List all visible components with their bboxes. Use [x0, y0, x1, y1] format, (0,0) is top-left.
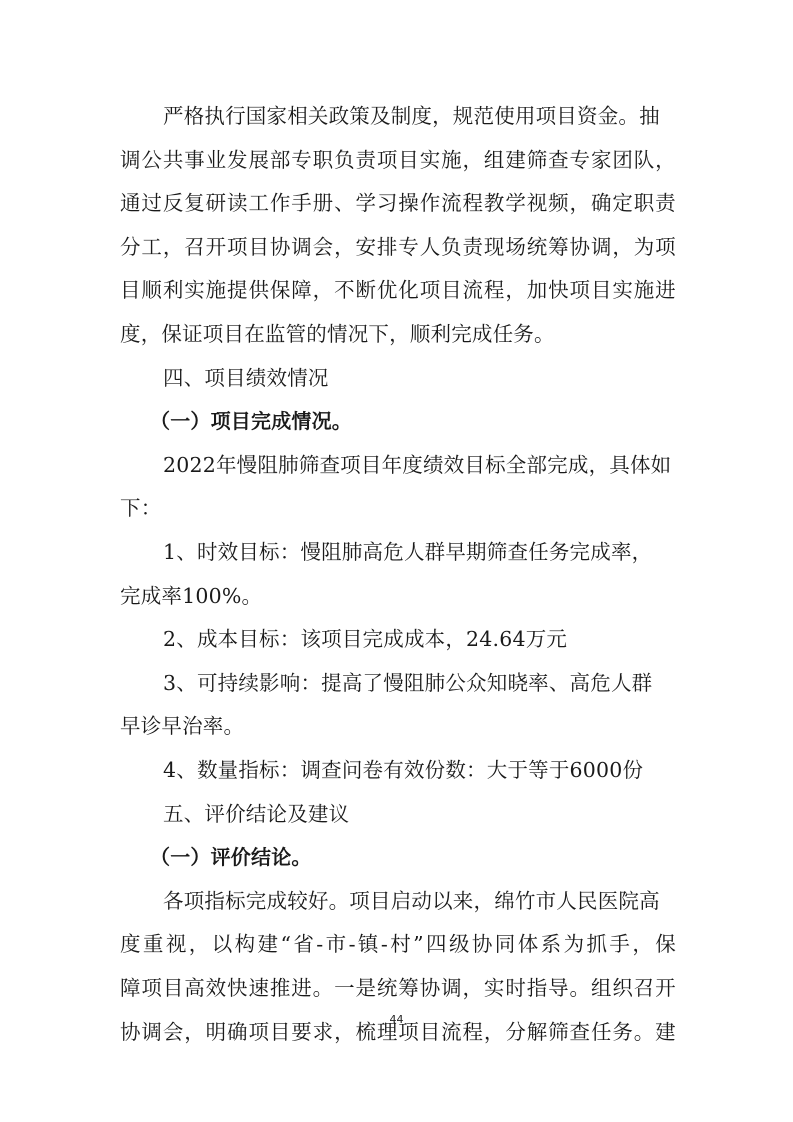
paragraph-line-1: 严格执行国家相关政策及制度，规范使用项目资金。抽 [163, 104, 660, 128]
paragraph-line-21: 障 项 目 高 效 快 速 推 进 。 一 是 统 筹 协 调 ， 实 时 指 导 。 组 织 召 开 [120, 976, 676, 1000]
subsection-heading-5-1: （一）评价结论。 [150, 845, 312, 870]
section-heading-4: 四、项目绩效情况 [163, 365, 329, 390]
section-heading-5: 五、评价结论及建议 [163, 801, 350, 826]
paragraph-line-10: 下： [120, 496, 162, 521]
list-item-4: 4、数量指标：调查问卷有效份数：大于等于6000份 [163, 758, 644, 782]
list-item-3-line-2: 早诊早治率。 [120, 714, 245, 739]
list-item-1-line-1: 1、时效目标：慢阻肺高危人群早期筛查任务完成率， [163, 540, 653, 564]
paragraph-line-20: 度 重 视 ， 以 构 建 “ 省 - 市 - 镇 - 村 ” 四 级 协 同 体 系 为 抓 手 ， 保 [120, 932, 676, 957]
paragraph-line-2: 调 公 共 事 业 发 展 部 专 职 负 责 项 目 实 施 ， 组 建 筛 查 专 家 团 队 ， [120, 147, 676, 172]
paragraph-line-9: 2022年慢阻肺筛查项目年度绩效目标全部完成，具体如 [163, 452, 672, 477]
list-item-2: 2、成本目标：该项目完成成本，24.64万元 [163, 627, 568, 652]
page-number: 44 [389, 1013, 404, 1026]
paragraph-line-6: 度，保证项目在监管的情况下，顺利完成任务。 [120, 322, 555, 346]
paragraph-line-3: 通 过 反 复 研 读 工 作 手 册 、 学 习 操 作 流 程 教 学 视 频 ， 确 定 职 责 [120, 191, 676, 216]
paragraph-line-19: 各项指标完成较好。项目启动以来，绵竹市人民医院高 [163, 888, 660, 913]
paragraph-line-22: 协 调 会 ， 明 确 项 目 要 求 ， 梳 理 项 目 流 程 ， 分 解 筛 查 任 务 。 建 [120, 1019, 676, 1044]
paragraph-line-5: 目 顺 利 实 施 提 供 保 障 ， 不 断 优 化 项 目 流 程 ， 加 快 项 目 实 施 进 [120, 278, 676, 303]
paragraph-line-4: 分 工 ， 召 开 项 目 协 调 会 ， 安 排 专 人 负 责 现 场 统 筹 协 调 ， 为 项 [120, 234, 676, 259]
subsection-heading-4-1: （一）项目完成情况。 [150, 409, 352, 434]
list-item-3-line-1: 3、可持续影响：提高了慢阻肺公众知晓率、高危人群 [163, 670, 653, 695]
list-item-1-line-2: 完成率100%。 [120, 583, 263, 608]
